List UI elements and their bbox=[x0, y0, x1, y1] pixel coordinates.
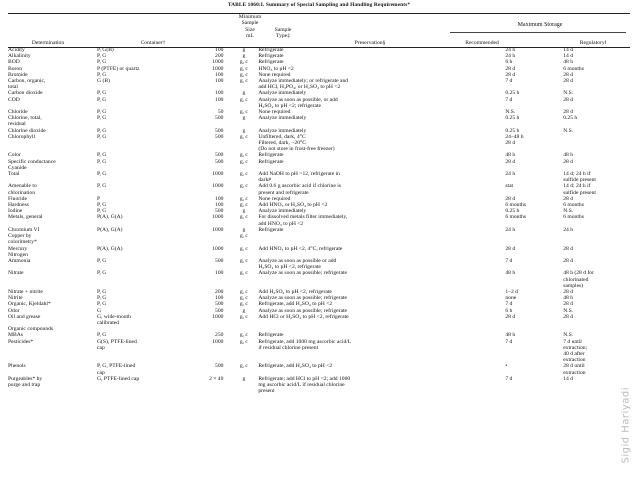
header-preservation: Preservation§ bbox=[354, 40, 386, 46]
cell-reg: 14 d bbox=[563, 53, 573, 60]
cell-typ: g, c bbox=[239, 301, 248, 308]
cell-siz: 100 bbox=[215, 195, 224, 202]
cell-con: P, G bbox=[97, 171, 107, 178]
cell-con: G, PTFE-lined cap bbox=[97, 375, 140, 382]
cell-typ: g, c bbox=[239, 288, 248, 295]
table-row bbox=[8, 115, 630, 127]
cell-typ: g, c bbox=[239, 257, 248, 264]
cell-det: Color bbox=[8, 152, 21, 159]
cell-det: Metals, general bbox=[8, 214, 43, 221]
cell-pre: Analyze immediately bbox=[258, 127, 307, 134]
cell-pre: For dissolved metals filter immediately, add HNO₃ to pH <2 bbox=[258, 214, 348, 227]
cell-reg: N.S. bbox=[563, 90, 574, 97]
cell-con: P, G bbox=[97, 257, 107, 264]
table-row bbox=[8, 78, 630, 90]
cell-reg: 28 d bbox=[563, 313, 573, 320]
cell-reg: 28 d bbox=[563, 109, 573, 116]
cell-det: Chlorine, total, residual bbox=[8, 115, 42, 128]
requirements-table bbox=[8, 47, 630, 394]
cell-con: P(A), G(A) bbox=[97, 245, 123, 252]
cell-reg: 6 months bbox=[563, 202, 584, 209]
cell-typ: g, c bbox=[239, 295, 248, 302]
cell-con: P, G bbox=[97, 332, 107, 339]
cell-pre: Refrigerate bbox=[258, 152, 284, 159]
cell-reg: 28 d bbox=[563, 96, 573, 103]
cell-typ: g bbox=[242, 375, 246, 382]
cell-rec: stat bbox=[505, 183, 514, 190]
cell-reg: 28 d until extraction bbox=[563, 363, 586, 376]
cell-siz: 500 bbox=[215, 208, 224, 215]
cell-rec: 7 d bbox=[505, 375, 513, 382]
cell-pre: Add HCl or H₂SO₄ to pH <2, refrigerate bbox=[258, 313, 349, 320]
cell-det: BOD bbox=[8, 59, 20, 66]
cell-pre: Analyze immediately bbox=[258, 208, 307, 215]
cell-pre: Analyze immediately bbox=[258, 115, 307, 122]
cell-rec: 6 months bbox=[505, 214, 527, 221]
cell-det: Chloride bbox=[8, 109, 28, 116]
cell-siz: 1000 bbox=[212, 338, 224, 345]
cell-rec: 28 d bbox=[505, 245, 516, 252]
cell-reg: 28 d bbox=[563, 195, 573, 202]
cell-det: Acidity bbox=[8, 47, 25, 53]
cell-con: P, G bbox=[97, 295, 107, 302]
header-max-storage: Maximum Storage bbox=[517, 22, 563, 28]
cell-con: P, G bbox=[97, 71, 107, 78]
cell-pre: Refrigerate, add 1000 mg ascorbic acid/L if residual chlorine present bbox=[258, 338, 352, 351]
cell-pre: Add HNO₃ or H₂SO₄ to pH <2 bbox=[258, 202, 328, 209]
cell-pre: Add H₂SO₄ to pH <2, refrigerate bbox=[258, 288, 332, 295]
cell-pre: Refrigerate bbox=[258, 226, 284, 233]
cell-reg: N.S. bbox=[563, 332, 574, 339]
table-row bbox=[8, 339, 630, 364]
cell-reg: 7 d until extraction; 40 d after extraction bbox=[563, 338, 588, 364]
cell-det: Carbon, organic, total bbox=[8, 78, 46, 91]
cell-con: G, wide-mouth calibrated bbox=[97, 313, 131, 326]
table-row bbox=[8, 171, 630, 183]
cell-det: Organic compounds bbox=[8, 326, 54, 333]
cell-det: Ammonia bbox=[8, 257, 31, 264]
cell-pre: Refrigerate bbox=[258, 53, 284, 60]
cell-det: Iodine bbox=[8, 208, 23, 215]
cell-typ: g, c bbox=[239, 152, 248, 159]
cell-con: P (PTFE) or quartz bbox=[97, 65, 140, 72]
cell-rec: 7 d bbox=[505, 257, 513, 264]
cell-pre: None required bbox=[258, 195, 291, 202]
cell-con: P bbox=[97, 195, 101, 202]
cell-con: P, G bbox=[97, 301, 107, 308]
cell-rec: 24 h bbox=[505, 47, 516, 53]
cell-siz: 1000 bbox=[212, 214, 224, 221]
cell-pre: Analyze as soon as possible, or add H₂SO₄ to pH <2; refrigerate bbox=[258, 96, 338, 109]
cell-siz bbox=[183, 233, 230, 245]
cell-con: P, G bbox=[97, 115, 107, 122]
cell-typ: g, c bbox=[239, 313, 248, 320]
cell-con: P, G, PTFE-lined cap bbox=[97, 363, 136, 376]
cell-con: P(A), G(A) bbox=[97, 226, 123, 233]
cell-siz: 1000 bbox=[212, 183, 224, 190]
cell-det: Cyanide bbox=[8, 164, 27, 171]
cell-typ: g, c bbox=[239, 183, 248, 190]
cell-typ: g, c bbox=[239, 363, 248, 370]
cell-det: Specific conductance bbox=[8, 158, 56, 165]
table-row bbox=[8, 363, 630, 375]
cell-con: P, G bbox=[97, 53, 107, 60]
cell-siz: 1000 bbox=[212, 59, 224, 66]
cell-reg: 48 h bbox=[563, 59, 573, 66]
max-storage-rule bbox=[450, 32, 626, 33]
cell-pre: Refrigerate bbox=[258, 158, 284, 165]
cell-siz: 500 bbox=[215, 307, 224, 314]
cell-siz: 500 bbox=[215, 301, 224, 308]
cell-det: Alkalinity bbox=[8, 53, 31, 60]
cell-reg: 48 h (28 d for chlorinated samples) bbox=[563, 270, 594, 289]
cell-con: P, G bbox=[97, 127, 107, 134]
cell-reg: 28 d bbox=[563, 158, 573, 165]
cell-rec: 28 d bbox=[505, 158, 516, 165]
cell-rec: 28 d bbox=[505, 71, 516, 78]
cell-reg: N.S. bbox=[563, 307, 574, 314]
cell-reg: 24 h bbox=[563, 226, 573, 233]
watermark: Sigid Hariyadi bbox=[620, 387, 632, 464]
cell-con: P, G bbox=[97, 96, 107, 103]
cell-siz: 200 bbox=[215, 288, 224, 295]
cell-typ: g bbox=[242, 90, 246, 97]
cell-reg: 14 d; 24 h if sulfide present bbox=[563, 183, 596, 196]
cell-reg: 6 months bbox=[563, 214, 584, 221]
cell-rec: 28 d bbox=[505, 195, 516, 202]
cell-pre: Add 0.6 g ascorbic acid if chlorine is present and refrigerate bbox=[258, 183, 341, 196]
cell-rec: 48 h bbox=[505, 152, 516, 159]
header-type: Sample Type‡ bbox=[274, 27, 292, 40]
cell-det: Fluoride bbox=[8, 195, 27, 202]
cell-reg: 6 months bbox=[563, 65, 584, 72]
cell-siz: 100 bbox=[215, 270, 224, 277]
cell-con: P, G bbox=[97, 90, 107, 97]
cell-typ: g, c bbox=[239, 65, 248, 72]
cell-reg: 0.25 h bbox=[563, 115, 578, 122]
table-row bbox=[8, 183, 630, 195]
cell-rec: 0.25 h bbox=[505, 90, 520, 97]
cell-rec: 48 h bbox=[505, 270, 516, 277]
cell-siz: 1000 bbox=[212, 245, 224, 252]
cell-con bbox=[97, 233, 183, 245]
table-row bbox=[8, 376, 630, 395]
cell-siz: 100 bbox=[215, 90, 224, 97]
cell-siz: 100 bbox=[215, 78, 224, 85]
cell-pre: None required bbox=[258, 109, 291, 116]
cell-reg: 28 d bbox=[563, 257, 573, 264]
cell-rec: 6 h bbox=[505, 307, 513, 314]
cell-det: Total bbox=[8, 171, 20, 178]
cell-rec: 6 h bbox=[505, 59, 513, 66]
cell-det: Copper by colorimetry* bbox=[8, 233, 37, 246]
cell-reg: 28 d bbox=[563, 288, 573, 295]
cell-siz: 100 bbox=[215, 71, 224, 78]
cell-siz: 500 bbox=[215, 115, 224, 122]
cell-typ: g bbox=[242, 47, 246, 53]
cell-con: P, G bbox=[97, 288, 107, 295]
cell-rec: N.S. bbox=[505, 109, 516, 116]
cell-typ: g, c bbox=[239, 233, 248, 240]
cell-typ: g, c bbox=[239, 96, 248, 103]
cell-siz: 200 bbox=[215, 53, 224, 60]
cell-typ: g bbox=[242, 115, 246, 122]
cell-det: COD bbox=[8, 96, 20, 103]
cell-det: Purgeables* by purge and trap bbox=[8, 375, 43, 388]
cell-con: P, G bbox=[97, 59, 107, 66]
cell-reg: 28 d bbox=[563, 245, 573, 252]
cell-rec: 0.25 h bbox=[505, 115, 520, 122]
cell-typ: g, c bbox=[239, 195, 248, 202]
cell-det: Nitrate + nitrite bbox=[8, 288, 43, 295]
cell-typ: g bbox=[242, 53, 246, 60]
cell-det: Nitrogen bbox=[8, 251, 28, 258]
cell-typ: g bbox=[242, 127, 246, 134]
cell-det: MBAs bbox=[8, 332, 23, 339]
cell-typ: g, c bbox=[239, 78, 248, 85]
cell-det: Chlorine dioxide bbox=[8, 127, 46, 134]
cell-typ: g, c bbox=[239, 338, 248, 345]
cell-con: P, G(B) bbox=[97, 47, 114, 53]
cell-siz: 1000 bbox=[212, 171, 224, 178]
cell-pre: Add HNO₃ to pH <2, 4°C, refrigerate bbox=[258, 245, 343, 252]
cell-pre: Refrigerate, add H₂SO₄ to pH <2 bbox=[258, 363, 333, 370]
cell-siz: 1000 bbox=[212, 226, 224, 233]
cell-pre: Refrigerate; add HCl to pH <2; add 1000 mg ascorbic acid/L if residual chlorine present bbox=[258, 375, 351, 395]
cell-reg: 14 d bbox=[563, 47, 573, 53]
cell-pre: Add NaOH to pH >12, refrigerate in dark# bbox=[258, 171, 340, 184]
cell-pre bbox=[258, 233, 505, 245]
cell-reg: 48 h bbox=[563, 295, 573, 302]
cell-typ: g, c bbox=[239, 158, 248, 165]
cell-siz: 500 bbox=[215, 152, 224, 159]
cell-det: Bromide bbox=[8, 71, 28, 78]
cell-rec: 7 d bbox=[505, 301, 513, 308]
cell-det: Pesticides* bbox=[8, 338, 34, 345]
cell-con: P(A), G(A) bbox=[97, 214, 123, 221]
cell-typ: g, c bbox=[239, 171, 248, 178]
cell-reg: 14 d bbox=[563, 375, 573, 382]
cell-con: P, G bbox=[97, 208, 107, 215]
cell-con: P, G bbox=[97, 152, 107, 159]
cell-pre: Analyze as soon as possible; refrigerate bbox=[258, 270, 348, 277]
header-container: Container† bbox=[140, 40, 166, 46]
cell-pre: Unfiltered, dark, 4°C Filtered, dark, −20°C (Do not store in frost-free freezer) bbox=[258, 133, 335, 153]
cell-rec: 6 months bbox=[505, 202, 527, 209]
top-rule bbox=[8, 13, 630, 14]
cell-pre: Analyze as soon as possible or add H₂SO₄ to pH <2, refrigerate bbox=[258, 257, 337, 271]
cell-rec: 48 h bbox=[505, 332, 516, 339]
cell-det: Organic, Kjeldahl* bbox=[8, 301, 51, 308]
cell-rec: 0.25 h bbox=[505, 208, 520, 215]
cell-siz: 2 × 40 bbox=[209, 375, 224, 382]
cell-pre: Refrigerate bbox=[258, 332, 284, 339]
cell-det: Boron bbox=[8, 65, 22, 72]
table-row bbox=[8, 97, 630, 109]
cell-typ: g, c bbox=[239, 133, 248, 140]
header-regulatory: Regulatory‖ bbox=[579, 40, 607, 46]
cell-det: Hardness bbox=[8, 202, 29, 209]
cell-rec: 7 d bbox=[505, 78, 513, 85]
table-row bbox=[8, 233, 630, 245]
cell-rec: 24 h bbox=[505, 226, 516, 233]
cell-siz: 1000 bbox=[212, 65, 224, 72]
cell-typ: g, c bbox=[239, 202, 248, 209]
cell-rec bbox=[505, 233, 563, 245]
cell-typ: g, c bbox=[239, 245, 248, 252]
cell-reg: 28 d bbox=[563, 71, 573, 78]
cell-reg: 48 h bbox=[563, 152, 573, 159]
cell-con: P, G bbox=[97, 202, 107, 209]
cell-det: Nitrate bbox=[8, 270, 24, 277]
cell-pre: Analyze immediately bbox=[258, 90, 307, 97]
cell-siz: 500 bbox=[215, 133, 224, 140]
table-row bbox=[8, 134, 630, 153]
cell-pre: Refrigerate bbox=[258, 47, 284, 53]
cell-det: Mercury bbox=[8, 245, 28, 252]
cell-siz: 500 bbox=[215, 257, 224, 264]
cell-con: G (B) bbox=[97, 78, 110, 85]
cell-typ: g, c bbox=[239, 71, 248, 78]
cell-pre: Refrigerate, add H₂SO₄ to pH <2 bbox=[258, 301, 333, 308]
cell-typ: g, c bbox=[239, 109, 248, 116]
cell-siz: 50 bbox=[217, 109, 224, 116]
cell-rec: 28 d bbox=[505, 65, 516, 72]
cell-rec: 24 h bbox=[505, 53, 516, 60]
cell-reg bbox=[563, 233, 630, 245]
header-determination: Determination bbox=[31, 40, 65, 46]
cell-det: Odor bbox=[8, 307, 20, 314]
cell-typ: g, c bbox=[239, 59, 248, 66]
cell-typ: g, c bbox=[239, 214, 248, 221]
cell-con: P, G bbox=[97, 133, 107, 140]
cell-siz: 100 bbox=[215, 202, 224, 209]
cell-pre: Analyze as soon as possible; refrigerate bbox=[258, 295, 348, 302]
cell-con: P, G bbox=[97, 183, 107, 190]
cell-typ: g bbox=[242, 307, 246, 314]
cell-reg: 14 d; 24 h if sulfide present bbox=[563, 171, 596, 184]
cell-reg: N.S. bbox=[563, 208, 574, 215]
cell-typ: g bbox=[242, 226, 246, 233]
cell-pre: None required bbox=[258, 71, 291, 78]
cell-siz: 100 bbox=[215, 96, 224, 103]
cell-typ: g, c bbox=[239, 270, 248, 277]
cell-rec: 28 d bbox=[505, 313, 516, 320]
cell-reg: 28 d bbox=[563, 78, 573, 85]
cell-pre: Refrigerate bbox=[258, 59, 284, 66]
table-row bbox=[8, 270, 630, 289]
cell-reg: N.S. bbox=[563, 127, 574, 134]
cell-rec: 1–2 d bbox=[505, 288, 518, 295]
cell-siz: 500 bbox=[215, 158, 224, 165]
table-row bbox=[8, 214, 630, 226]
cell-con: P, G bbox=[97, 158, 107, 165]
table-title: TABLE 1060:I. Summary of Special Sampling and Handling Requirements* bbox=[227, 2, 411, 8]
cell-con: G(S), PTFE-lined cap bbox=[97, 338, 137, 351]
cell-det: Amenable to chlorination bbox=[8, 183, 37, 196]
cell-rec: 7 d bbox=[505, 338, 513, 345]
cell-rec: • bbox=[505, 363, 508, 370]
cell-siz: 1000 bbox=[212, 313, 224, 320]
cell-det: Phenols bbox=[8, 363, 26, 370]
cell-reg: 28 d bbox=[563, 301, 573, 308]
cell-rec: 0.25 h bbox=[505, 127, 520, 134]
cell-con: P, G bbox=[97, 270, 107, 277]
cell-siz: 250 bbox=[215, 332, 224, 339]
cell-siz: 100 bbox=[215, 295, 224, 302]
cell-pre: Analyze immediately; or refrigerate and add HCl, H₃PO₄, or H₂SO₄ to pH <2 bbox=[258, 78, 349, 91]
header-recommended: Recommended bbox=[465, 40, 499, 46]
cell-pre: Analyze as soon as possible; refrigerate bbox=[258, 307, 348, 314]
cell-siz: 500 bbox=[215, 363, 224, 370]
header-size: Minimum Sample Size mL bbox=[238, 14, 262, 40]
cell-con: P, G bbox=[97, 109, 107, 116]
cell-det: Chromium VI bbox=[8, 226, 40, 233]
cell-typ: g, c bbox=[239, 332, 248, 339]
cell-rec: 7 d bbox=[505, 96, 513, 103]
cell-siz: 100 bbox=[215, 47, 224, 53]
cell-rec: 24–48 h 28 d bbox=[505, 133, 524, 147]
cell-det: Oil and grease bbox=[8, 313, 41, 320]
cell-con: G bbox=[97, 307, 102, 314]
cell-det: Carbon dioxide bbox=[8, 90, 43, 97]
cell-rec: none bbox=[505, 295, 517, 302]
cell-reg bbox=[563, 134, 630, 153]
cell-siz: 500 bbox=[215, 127, 224, 134]
cell-rec: 24 h bbox=[505, 171, 516, 178]
cell-det: Nitrite bbox=[8, 295, 23, 302]
cell-det: Chlorophyll bbox=[8, 133, 36, 140]
table-row bbox=[8, 314, 630, 326]
cell-typ: g bbox=[242, 208, 246, 215]
cell-pre: HNO₃ to pH <2 bbox=[258, 65, 294, 72]
table-row bbox=[8, 258, 630, 270]
